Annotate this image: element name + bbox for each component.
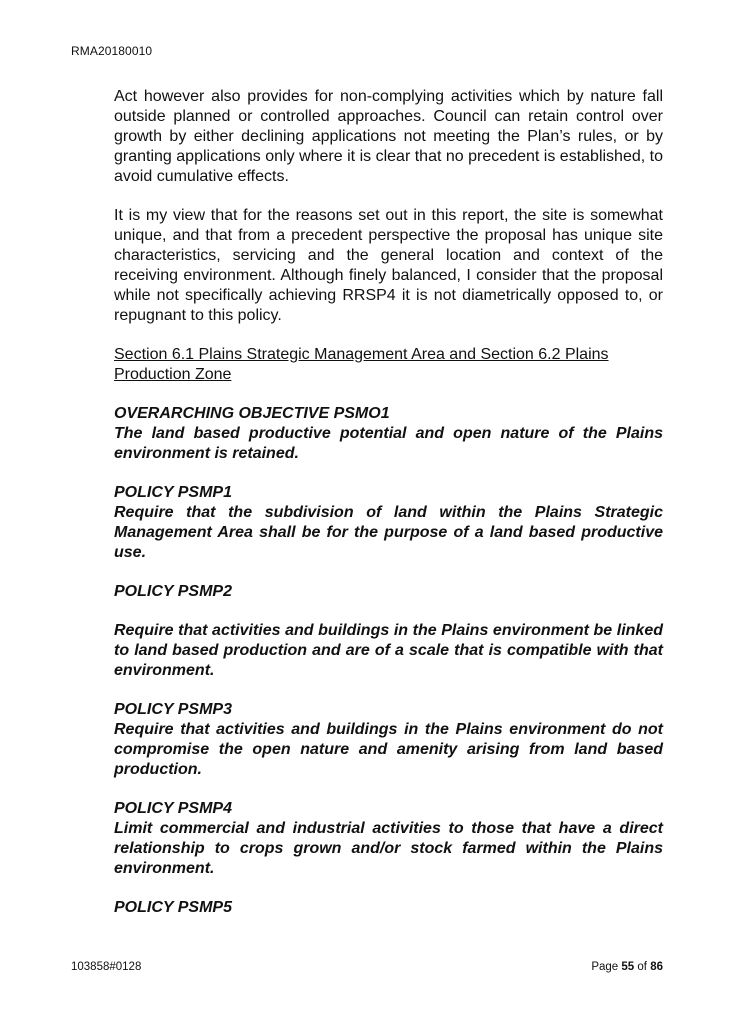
- body-paragraph-2: It is my view that for the reasons set out in this report, the site is somewhat unique, and that from a precedent perspective the proposal has unique site characteristics, servicing and the general location and context of the receiving environment. Although finely balanced, I consider that the proposal while not specifically achieving RRSP4 it is not diametrically opposed to, or repugnant to this policy.: [114, 207, 663, 324]
- policy-psmp4-text: Limit commercial and industrial activities to those that have a direct relationship to crops grown and/or stock farmed within the Plains environment.: [114, 820, 663, 877]
- policy-psmp3-title: POLICY PSMP3: [114, 701, 232, 718]
- policy-psmp3-text: Require that activities and buildings in the Plains environment do not compromise the open nature and amenity arising from land based production.: [114, 721, 663, 778]
- policy-psmp4-title: POLICY PSMP4: [114, 800, 232, 817]
- page-total: 86: [650, 961, 663, 973]
- body-paragraph-1: Act however also provides for non-complying activities which by nature fall outside planned or controlled approaches. Council can retain control over growth by either declining applications not meeting the Plan’s rules, or by granting applications only where it is clear that no precedent is established, to avoid cumulative effects.: [114, 88, 663, 185]
- footer-page-number: [591, 961, 663, 973]
- policy-psmp2-title: POLICY PSMP2: [114, 583, 232, 600]
- policy-psmp5-title: POLICY PSMP5: [114, 899, 232, 916]
- document-reference: RMA20180010: [71, 44, 153, 58]
- objective-text: The land based productive potential and open nature of the Plains environment is retained.: [114, 425, 663, 462]
- section-heading: Section 6.1 Plains Strategic Management Area and Section 6.2 Plains Production Zone: [114, 346, 609, 383]
- policy-psmp1-text: Require that the subdivision of land within the Plains Strategic Management Area shall be for the purpose of a land based productive use.: [114, 504, 663, 561]
- page-of: of: [637, 961, 647, 973]
- footer-doc-id: 103858#0128: [71, 961, 142, 973]
- policy-psmp1-title: POLICY PSMP1: [114, 484, 232, 501]
- page-prefix: Page: [591, 961, 619, 973]
- page-content: [114, 87, 663, 918]
- objective-title: OVERARCHING OBJECTIVE PSMO1: [114, 405, 390, 422]
- policy-psmp2-text: Require that activities and buildings in the Plains environment be linked to land based production and are of a scale that is compatible with that environment.: [114, 622, 663, 679]
- page-current: 55: [621, 961, 635, 973]
